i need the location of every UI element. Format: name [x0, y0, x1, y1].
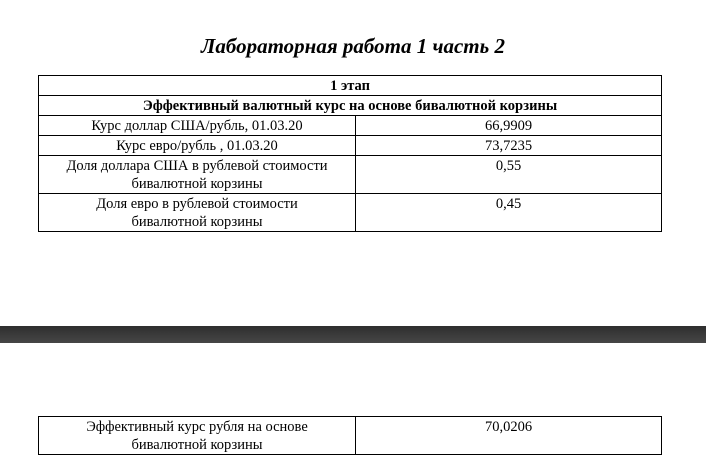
result-table	[38, 416, 662, 455]
row-value: 0,45	[356, 194, 662, 232]
result-label: Эффективный курс рубля на основе бивалютной корзины	[39, 417, 356, 455]
row-value: 73,7235	[356, 136, 662, 156]
stage-heading-row	[39, 96, 662, 116]
table-row	[39, 136, 662, 156]
row-label: Курс евро/рубль , 01.03.20	[39, 136, 356, 156]
stage-label-row	[39, 76, 662, 96]
row-label: Курс доллар США/рубль, 01.03.20	[39, 116, 356, 136]
table-row	[39, 194, 662, 232]
page-gap-bar	[0, 326, 706, 343]
row-label: Доля доллара США в рублевой стоимости бивалютной корзины	[39, 156, 356, 194]
page-title: Лабораторная работа 1 часть 2	[201, 34, 505, 58]
stage-label: 1 этап	[39, 76, 662, 96]
table-row	[39, 417, 662, 455]
row-label: Доля евро в рублевой стоимости бивалютной корзины	[39, 194, 356, 232]
stage-heading: Эффективный валютный курс на основе бивалютной корзины	[39, 96, 662, 116]
table-row	[39, 116, 662, 136]
result-value: 70,0206	[356, 417, 662, 455]
table-row	[39, 156, 662, 194]
stage-table	[38, 75, 662, 232]
row-value: 66,9909	[356, 116, 662, 136]
row-value: 0,55	[356, 156, 662, 194]
